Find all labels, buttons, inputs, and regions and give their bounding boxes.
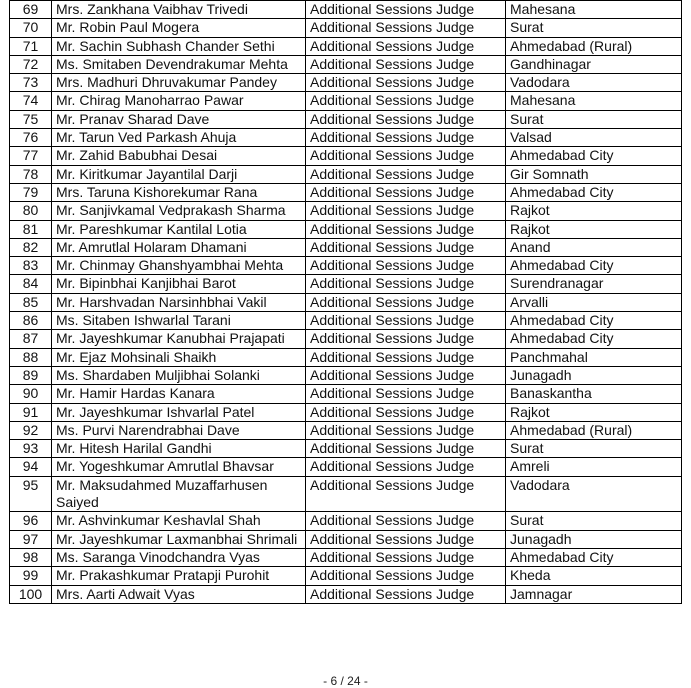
judge-name-cell: Mr. Zahid Babubhai Desai — [52, 147, 306, 165]
designation-cell: Additional Sessions Judge — [306, 548, 506, 566]
table-row — [10, 548, 682, 566]
serial-number-cell: 73 — [10, 74, 52, 92]
table-row — [10, 366, 682, 384]
designation-cell: Additional Sessions Judge — [306, 421, 506, 439]
posting-place-cell: Surat — [506, 512, 682, 530]
judge-name-cell: Mr. Hitesh Harilal Gandhi — [52, 440, 306, 458]
posting-place-cell: Ahmedabad City — [506, 548, 682, 566]
judge-name-cell: Mr. Harshvadan Narsinhbhai Vakil — [52, 293, 306, 311]
designation-cell: Additional Sessions Judge — [306, 275, 506, 293]
table-row — [10, 257, 682, 275]
judges-table-body — [10, 1, 682, 604]
judge-name-cell: Ms. Sitaben Ishwarlal Tarani — [52, 312, 306, 330]
serial-number-cell: 95 — [10, 476, 52, 512]
table-row — [10, 165, 682, 183]
judge-name-cell: Mr. Sachin Subhash Chander Sethi — [52, 37, 306, 55]
serial-number-cell: 78 — [10, 165, 52, 183]
page-footer: - 6 / 24 - — [323, 674, 368, 688]
judge-name-cell: Mr. Jayeshkumar Laxmanbhai Shrimali — [52, 530, 306, 548]
designation-cell: Additional Sessions Judge — [306, 55, 506, 73]
designation-cell: Additional Sessions Judge — [306, 74, 506, 92]
posting-place-cell: Rajkot — [506, 202, 682, 220]
serial-number-cell: 86 — [10, 312, 52, 330]
judge-name-cell: Mr. Kiritkumar Jayantilal Darji — [52, 165, 306, 183]
posting-place-cell: Valsad — [506, 129, 682, 147]
posting-place-cell: Jamnagar — [506, 585, 682, 603]
table-row — [10, 330, 682, 348]
posting-place-cell: Kheda — [506, 567, 682, 585]
serial-number-cell: 92 — [10, 421, 52, 439]
judge-name-cell: Mr. Pareshkumar Kantilal Lotia — [52, 220, 306, 238]
serial-number-cell: 76 — [10, 129, 52, 147]
table-row — [10, 92, 682, 110]
designation-cell: Additional Sessions Judge — [306, 585, 506, 603]
judge-name-cell: Mrs. Taruna Kishorekumar Rana — [52, 183, 306, 201]
judge-name-cell: Mr. Pranav Sharad Dave — [52, 110, 306, 128]
judge-name-cell: Mr. Chirag Manoharrao Pawar — [52, 92, 306, 110]
posting-place-cell: Gandhinagar — [506, 55, 682, 73]
designation-cell: Additional Sessions Judge — [306, 330, 506, 348]
serial-number-cell: 75 — [10, 110, 52, 128]
posting-place-cell: Ahmedabad (Rural) — [506, 421, 682, 439]
table-row — [10, 183, 682, 201]
serial-number-cell: 70 — [10, 19, 52, 37]
designation-cell: Additional Sessions Judge — [306, 366, 506, 384]
judge-name-cell: Mr. Jayeshkumar Kanubhai Prajapati — [52, 330, 306, 348]
posting-place-cell: Surat — [506, 440, 682, 458]
serial-number-cell: 91 — [10, 403, 52, 421]
table-row — [10, 403, 682, 421]
table-row — [10, 37, 682, 55]
posting-place-cell: Ahmedabad City — [506, 312, 682, 330]
posting-place-cell: Rajkot — [506, 403, 682, 421]
serial-number-cell: 77 — [10, 147, 52, 165]
table-row — [10, 530, 682, 548]
serial-number-cell: 80 — [10, 202, 52, 220]
designation-cell: Additional Sessions Judge — [306, 385, 506, 403]
table-row — [10, 348, 682, 366]
serial-number-cell: 93 — [10, 440, 52, 458]
judge-name-cell: Mr. Prakashkumar Pratapji Purohit — [52, 567, 306, 585]
designation-cell: Additional Sessions Judge — [306, 19, 506, 37]
table-row — [10, 238, 682, 256]
judge-name-cell: Ms. Saranga Vinodchandra Vyas — [52, 548, 306, 566]
serial-number-cell: 99 — [10, 567, 52, 585]
serial-number-cell: 98 — [10, 548, 52, 566]
posting-place-cell: Ahmedabad (Rural) — [506, 37, 682, 55]
posting-place-cell: Mahesana — [506, 92, 682, 110]
posting-place-cell: Mahesana — [506, 1, 682, 19]
serial-number-cell: 89 — [10, 366, 52, 384]
designation-cell: Additional Sessions Judge — [306, 293, 506, 311]
designation-cell: Additional Sessions Judge — [306, 238, 506, 256]
designation-cell: Additional Sessions Judge — [306, 257, 506, 275]
table-row — [10, 275, 682, 293]
table-row — [10, 55, 682, 73]
table-row — [10, 129, 682, 147]
serial-number-cell: 85 — [10, 293, 52, 311]
judge-name-cell: Mr. Jayeshkumar Ishvarlal Patel — [52, 403, 306, 421]
designation-cell: Additional Sessions Judge — [306, 202, 506, 220]
judge-name-cell: Mr. Hamir Hardas Kanara — [52, 385, 306, 403]
designation-cell: Additional Sessions Judge — [306, 440, 506, 458]
judges-table — [9, 0, 682, 604]
judge-name-cell: Mr. Yogeshkumar Amrutlal Bhavsar — [52, 458, 306, 476]
posting-place-cell: Surendranagar — [506, 275, 682, 293]
serial-number-cell: 82 — [10, 238, 52, 256]
table-row — [10, 312, 682, 330]
serial-number-cell: 79 — [10, 183, 52, 201]
judge-name-cell: Mrs. Madhuri Dhruvakumar Pandey — [52, 74, 306, 92]
judge-name-cell: Mrs. Zankhana Vaibhav Trivedi — [52, 1, 306, 19]
judge-name-cell: Ms. Purvi Narendrabhai Dave — [52, 421, 306, 439]
designation-cell: Additional Sessions Judge — [306, 1, 506, 19]
serial-number-cell: 87 — [10, 330, 52, 348]
designation-cell: Additional Sessions Judge — [306, 147, 506, 165]
designation-cell: Additional Sessions Judge — [306, 183, 506, 201]
table-row — [10, 1, 682, 19]
serial-number-cell: 96 — [10, 512, 52, 530]
judge-name-cell: Mr. Ejaz Mohsinali Shaikh — [52, 348, 306, 366]
table-row — [10, 220, 682, 238]
posting-place-cell: Banaskantha — [506, 385, 682, 403]
posting-place-cell: Junagadh — [506, 366, 682, 384]
table-row — [10, 585, 682, 603]
table-row — [10, 293, 682, 311]
posting-place-cell: Gir Somnath — [506, 165, 682, 183]
designation-cell: Additional Sessions Judge — [306, 348, 506, 366]
serial-number-cell: 90 — [10, 385, 52, 403]
judge-name-cell: Mrs. Aarti Adwait Vyas — [52, 585, 306, 603]
judge-name-cell: Mr. Maksudahmed Muzaffarhusen Saiyed — [52, 476, 306, 512]
posting-place-cell: Junagadh — [506, 530, 682, 548]
table-row — [10, 385, 682, 403]
table-row — [10, 512, 682, 530]
designation-cell: Additional Sessions Judge — [306, 476, 506, 512]
judges-list — [9, 0, 682, 604]
designation-cell: Additional Sessions Judge — [306, 37, 506, 55]
posting-place-cell: Ahmedabad City — [506, 257, 682, 275]
table-row — [10, 110, 682, 128]
serial-number-cell: 71 — [10, 37, 52, 55]
table-row — [10, 476, 682, 512]
judge-name-cell: Mr. Sanjivkamal Vedprakash Sharma — [52, 202, 306, 220]
posting-place-cell: Ahmedabad City — [506, 147, 682, 165]
posting-place-cell: Arvalli — [506, 293, 682, 311]
designation-cell: Additional Sessions Judge — [306, 530, 506, 548]
posting-place-cell: Ahmedabad City — [506, 330, 682, 348]
serial-number-cell: 94 — [10, 458, 52, 476]
designation-cell: Additional Sessions Judge — [306, 312, 506, 330]
posting-place-cell: Vadodara — [506, 476, 682, 512]
table-row — [10, 421, 682, 439]
serial-number-cell: 74 — [10, 92, 52, 110]
designation-cell: Additional Sessions Judge — [306, 92, 506, 110]
posting-place-cell: Amreli — [506, 458, 682, 476]
posting-place-cell: Ahmedabad City — [506, 183, 682, 201]
posting-place-cell: Surat — [506, 19, 682, 37]
posting-place-cell: Anand — [506, 238, 682, 256]
designation-cell: Additional Sessions Judge — [306, 165, 506, 183]
designation-cell: Additional Sessions Judge — [306, 403, 506, 421]
designation-cell: Additional Sessions Judge — [306, 512, 506, 530]
judge-name-cell: Ms. Shardaben Muljibhai Solanki — [52, 366, 306, 384]
judge-name-cell: Mr. Chinmay Ghanshyambhai Mehta — [52, 257, 306, 275]
table-row — [10, 202, 682, 220]
serial-number-cell: 100 — [10, 585, 52, 603]
serial-number-cell: 88 — [10, 348, 52, 366]
designation-cell: Additional Sessions Judge — [306, 458, 506, 476]
serial-number-cell: 97 — [10, 530, 52, 548]
serial-number-cell: 69 — [10, 1, 52, 19]
table-row — [10, 74, 682, 92]
serial-number-cell: 84 — [10, 275, 52, 293]
table-row — [10, 458, 682, 476]
serial-number-cell: 72 — [10, 55, 52, 73]
table-row — [10, 440, 682, 458]
table-row — [10, 147, 682, 165]
posting-place-cell: Vadodara — [506, 74, 682, 92]
table-row — [10, 567, 682, 585]
designation-cell: Additional Sessions Judge — [306, 129, 506, 147]
judge-name-cell: Ms. Smitaben Devendrakumar Mehta — [52, 55, 306, 73]
serial-number-cell: 83 — [10, 257, 52, 275]
designation-cell: Additional Sessions Judge — [306, 220, 506, 238]
judge-name-cell: Mr. Tarun Ved Parkash Ahuja — [52, 129, 306, 147]
posting-place-cell: Panchmahal — [506, 348, 682, 366]
designation-cell: Additional Sessions Judge — [306, 110, 506, 128]
judge-name-cell: Mr. Ashvinkumar Keshavlal Shah — [52, 512, 306, 530]
designation-cell: Additional Sessions Judge — [306, 567, 506, 585]
table-row — [10, 19, 682, 37]
posting-place-cell: Rajkot — [506, 220, 682, 238]
serial-number-cell: 81 — [10, 220, 52, 238]
posting-place-cell: Surat — [506, 110, 682, 128]
judge-name-cell: Mr. Bipinbhai Kanjibhai Barot — [52, 275, 306, 293]
judge-name-cell: Mr. Robin Paul Mogera — [52, 19, 306, 37]
judge-name-cell: Mr. Amrutlal Holaram Dhamani — [52, 238, 306, 256]
